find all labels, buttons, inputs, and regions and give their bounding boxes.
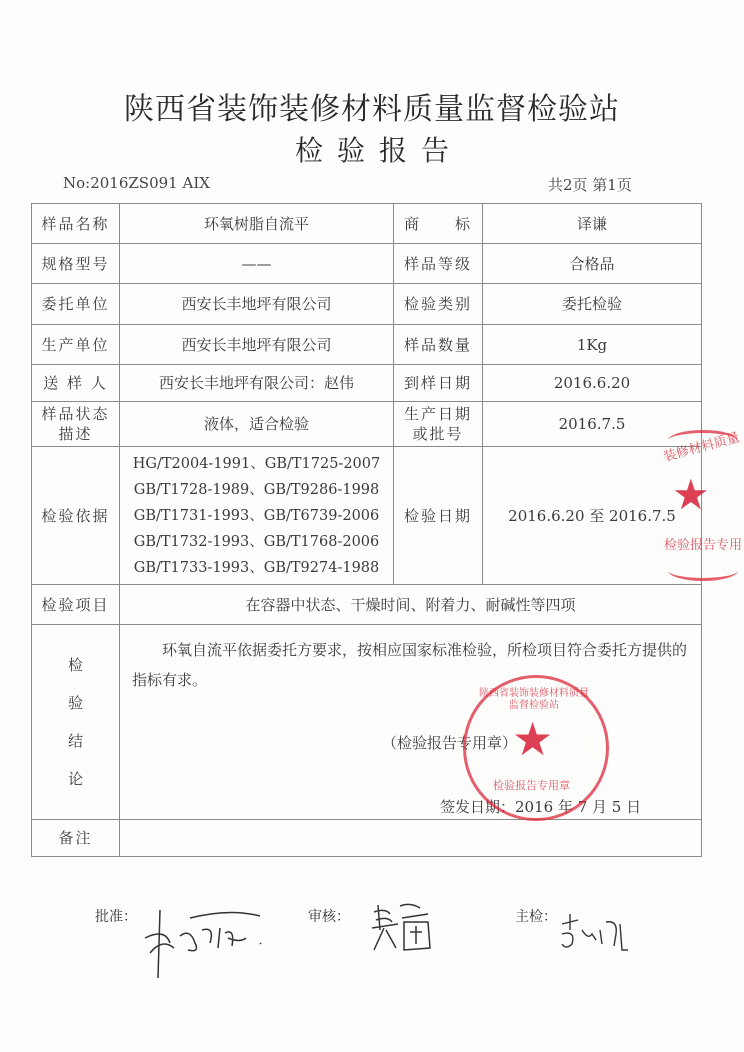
seal-note: （检验报告专用章） xyxy=(382,734,518,752)
label-trademark: 商 标 xyxy=(394,204,483,244)
label-char: 结 xyxy=(67,732,83,750)
label-spec: 规格型号 xyxy=(32,244,120,284)
value-test-date: 2016.6.20 至 2016.7.5 xyxy=(483,447,702,585)
row-sample-name xyxy=(32,204,702,244)
conclusion-text: 环氧自流平依据委托方要求，按相应国家标准检验，所检项目符合委托方提供的指标有求。 xyxy=(132,641,688,689)
label-char: 检 xyxy=(67,656,83,674)
label-test-date: 检验日期 xyxy=(394,447,483,585)
inspector-signature xyxy=(558,910,638,960)
label-client: 委托单位 xyxy=(32,284,120,325)
value-quantity: 1Kg xyxy=(483,325,702,365)
value-client: 西安长丰地坪有限公司 xyxy=(120,284,394,325)
star-icon: ★ xyxy=(512,712,554,766)
seal-text-bottom: 检验报告专用章 xyxy=(493,779,570,792)
label-arrival-date: 到样日期 xyxy=(394,365,483,402)
label-production-date-line2: 或批号 xyxy=(412,425,464,443)
document-number: No:2016ZS091 AIX xyxy=(63,174,210,192)
standard-line: GB/T1732-1993、GB/T1768-2006 xyxy=(133,533,380,550)
label-sample-state xyxy=(32,402,120,447)
value-production-date: 2016.7.5 xyxy=(483,402,702,447)
label-sample-name: 样品名称 xyxy=(32,204,120,244)
label-char: 验 xyxy=(67,694,83,712)
value-grade: 合格品 xyxy=(483,244,702,284)
label-producer: 生产单位 xyxy=(32,325,120,365)
row-producer xyxy=(32,325,702,365)
row-remarks xyxy=(32,820,702,857)
report-title: 检验报告 xyxy=(294,134,463,167)
label-conclusion xyxy=(32,625,120,820)
label-production-date xyxy=(394,402,483,447)
label-production-date-line1: 生产日期 xyxy=(403,405,472,423)
org-title: 陕西省装饰装修材料质量监督检验站 xyxy=(124,92,620,127)
edge-star-icon: ★ xyxy=(672,470,710,519)
label-test-type: 检验类别 xyxy=(394,284,483,325)
value-test-items: 在容器中状态、干燥时间、附着力、耐碱性等四项 xyxy=(120,585,702,625)
edge-seal-arc-bottom xyxy=(668,560,738,581)
inspector-label: 主检： xyxy=(515,909,557,925)
edge-seal-text-bottom: 检验报告专用 xyxy=(664,538,743,553)
row-spec xyxy=(32,244,702,284)
value-test-type: 委托检验 xyxy=(483,284,702,325)
value-spec: —— xyxy=(120,244,394,284)
value-standards xyxy=(120,447,394,585)
conclusion-cell xyxy=(120,625,702,820)
label-grade: 样品等级 xyxy=(394,244,483,284)
label-sample-state-line1: 样品状态 xyxy=(41,405,110,423)
label-quantity: 样品数量 xyxy=(394,325,483,365)
value-sender: 西安长丰地坪有限公司：赵伟 xyxy=(120,365,394,402)
value-sample-name: 环氧树脂自流平 xyxy=(120,204,394,244)
label-test-items: 检验项目 xyxy=(32,585,120,625)
edge-seal-arc-top xyxy=(668,430,738,451)
row-items xyxy=(32,585,702,625)
page-info: 共2页 第1页 xyxy=(548,176,632,194)
standard-line: GB/T1731-1993、GB/T6739-2006 xyxy=(133,507,380,524)
value-sample-state: 液体，适合检验 xyxy=(120,402,394,447)
standard-line: HG/T2004-1991、GB/T1725-2007 xyxy=(132,455,381,472)
value-remarks xyxy=(120,820,702,857)
standard-line: GB/T1728-1989、GB/T9286-1998 xyxy=(133,481,380,498)
standard-line: GB/T1733-1993、GB/T9274-1988 xyxy=(133,559,380,576)
label-remarks: 备注 xyxy=(32,820,120,857)
value-trademark: 译谦 xyxy=(483,204,702,244)
reviewer-signature xyxy=(370,900,440,960)
edge-seal-text-top: 装修材料质量 xyxy=(661,430,742,466)
row-state xyxy=(32,402,702,447)
row-sender xyxy=(32,365,702,402)
approve-label: 批准： xyxy=(95,909,137,925)
row-client xyxy=(32,284,702,325)
value-arrival-date: 2016.6.20 xyxy=(483,365,702,402)
review-label: 审核： xyxy=(308,909,350,925)
value-producer: 西安长丰地坪有限公司 xyxy=(120,325,394,365)
sign-date: 签发日期：2016 年 7 月 5 日 xyxy=(440,798,642,816)
label-basis: 检验依据 xyxy=(32,447,120,585)
label-char: 论 xyxy=(67,770,83,788)
label-sender: 送 样 人 xyxy=(32,365,120,402)
row-basis xyxy=(32,447,702,585)
seal-text-top: 陕西省装饰装修材料质量监督检验站 xyxy=(479,688,589,711)
approver-signature xyxy=(140,908,270,980)
label-sample-state-line2: 描述 xyxy=(58,425,93,443)
